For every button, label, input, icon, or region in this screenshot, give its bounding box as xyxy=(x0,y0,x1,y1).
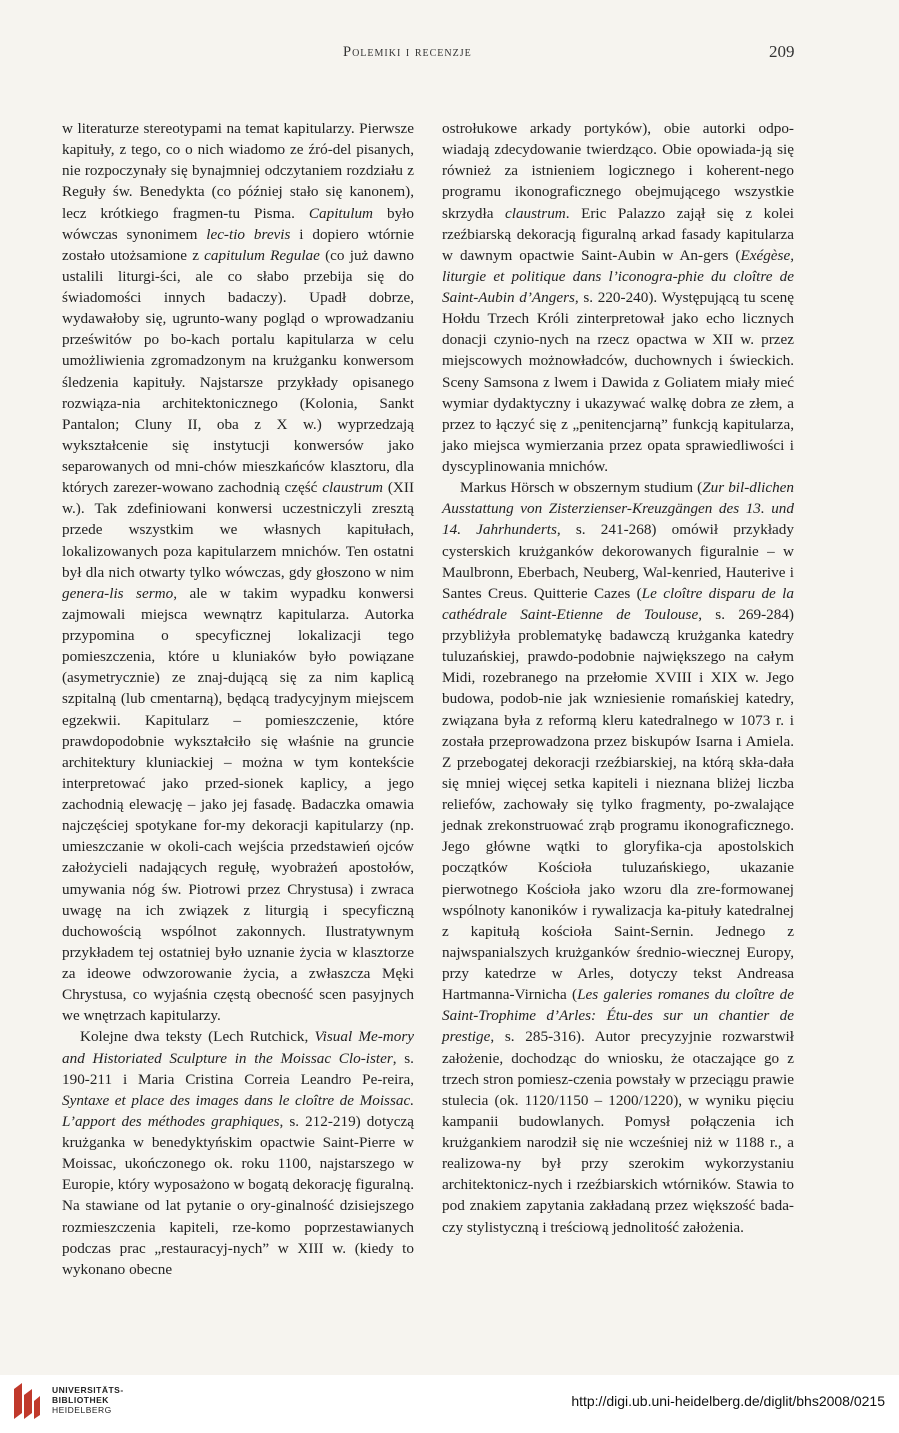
library-name-line1: UNIVERSITÄTS- xyxy=(52,1385,124,1395)
footer-bar xyxy=(0,1375,899,1433)
library-name-line2: BIBLIOTHEK xyxy=(52,1395,109,1405)
paragraph: Kolejne dwa teksty (Lech Rutchick, Visual Me-mory and Historiated Sculpture in the Moissac Clo-ister, s. 190-211 i Maria Cristina Correia Leandro Pe-reira, Syntaxe et place des images dans le cloître de Moissac. L’apport des méthodes graphiques, s. 212-219) dotyczą krużganka w benedyktyńskim opactwie Saint-Pierre w Moissac, ukończonego ok. roku 1100, najstarszego w Europie, który wyposażono w bogatą dekorację figuralną. Na stawiane od lat pytanie o ory-ginalność dzisiejszego rozmieszczenia kapiteli, rze-komo poprzestawianych podczas prac „restauracyj-nych” w XIII w. (kiedy to wykonano obecne xyxy=(62,1028,414,1278)
running-head: Polemiki i recenzje xyxy=(343,44,472,60)
right-column xyxy=(442,118,794,1238)
library-name xyxy=(52,1385,124,1415)
source-url-link[interactable]: http://digi.ub.uni-heidelberg.de/diglit/bhs2008/0215 xyxy=(571,1393,885,1409)
paragraph: w literaturze stereotypami na temat kapitularzy. Pierwsze kapituły, z tego, co o nich wiadomo ze źró-del pisanych, nie rozpoczynały się bynajmniej odczytaniem rozdziału z Reguły św. Benedykta (co później stało się kanonem), lecz krótkiego fragmen-tu Pisma. Capitulum było wówczas synonimem lec-tio brevis i dopiero wtórnie zostało utożsamione z capitulum Regulae (co już dawno ustalili liturgi-ści, ale co słabo przebija się do świadomości innych badaczy). Upadł dobrze, wydawałoby się, ugrunto-wany pogląd o wprowadzaniu prześwitów po bo-kach portalu kapitularza w celu umożliwienia zgromadzonym na krużganku konwersom śledzenia kapituły. Najstarsze przykłady opisanego rozwiąza-nia architektonicznego (Kolonia, Sankt Pantalon; Cluny II, oba z X w.) wyprzedzają wykształcenie się instytucji konwersów jako separowanych od mni-chów mieszkańców klasztoru, dla których zarezer-wowano zachodnią część claustrum (XII w.). Tak zdefiniowani konwersi uczestniczyli zresztą przede wszystkim we własnych kapitułach, lokalizowanych poza kapitularzem mnichów. Ten ostatni był dla nich otwarty tylko wówczas, gdy głoszono w nim genera-lis sermo, ale w takim wypadku konwersi zajmowali miejsca wewnątrz kapitularza. Autorka przypomina o specyficznej lokalizacji tego pomieszczenia, które u kluniaków było powiązane (asymetrycznie) ze znaj-dującą się za nim kaplicą szpitalną (lub cmentarną), będącą tradycyjnym miejscem egzekwii. Kapitularz – pomieszczenie, które prawdopodobnie wykształciło się właśnie na gruncie architektury kluniackiej – można w tym kontekście interpretować jako przed-sionek kaplicy, a jego zachodnią elewację – jako jej fasadę. Badaczka omawia najczęściej spotykane for-my dekoracji kapitularzy (np. umieszczanie w okoli-cach wejścia przedstawień ojców założycieli nadających regułę, wyobrażeń apostołów, umywania nóg św. Piotrowi przez Chrystusa) i zwraca uwagę na ich związek z liturgią i specyficzną duchowością wspólnot zakonnych. Ilustratywnym przykładem tej ostatniej było uznanie życia w klasztorze za ideowe odwzorowanie życia, a zwłaszcza Męki Chrystusa, co wyjaśnia częstą obecność scen pasyjnych we wnętrzach kapitularzy. xyxy=(62,120,415,1025)
left-column xyxy=(62,118,414,1280)
paragraph: Markus Hörsch w obszernym studium (Zur bil-dlichen Ausstattung von Zisterzienser-Kreuzgängen des 13. und 14. Jahrhunderts, s. 241-268) omówił przykłady cysterskich krużganków dekorowanych figuralnie – w Maulbronn, Eberbach, Neuberg, Wal-kenried, Hauterive i Santes Creus. Quitterie Cazes (Le cloître disparu de la cathédrale Saint-Etienne de Toulouse, s. 269-284) przybliżyła problematykę badawczą krużganka katedry tuluzańskiej, prawdo-podobnie największego na całym Midi, rozebranego na przełomie XVIII i XIX w. Jego budowa, podob-nie jak wzniesienie romańskiej katedry, związana była z reformą kleru katedralnego w 1073 r. i została przeprowadzona przez biskupów Isarna i Amiela. Z przebogatej dekoracji rzeźbiarskiej, na którą skła-dała się mniej więcej setka kapiteli i nieznana bliżej liczba reliefów, zachowały się tylko fragmenty, po-zwalające jednak zrekonstruować zrąb programu ikonograficznego. Jego główne wątki to gloryfika-cja apostolskich początków Kościoła tuluzańskiego, ukazanie pierwotnego Kościoła jako wzoru dla zre-formowanej wspólnoty kanoników i rywalizacja ka-pituły katedralnej z kapitułą kościoła Saint-Sernin. Jednego z najwspanialszych krużganków średnio-wiecznej Europy, przy katedrze w Arles, dotyczy tekst Andreasa Hartmanna-Virnicha (Les galeries romanes du cloître de Saint-Trophime d’Arles: Étu-des sur un chantier de prestige, s. 285-316). Autor precyzyjnie rozwarstwił założenie, dochodząc do wniosku, że otaczające go z trzech stron pomiesz-czenia powstały w przeciągu prawie stulecia (ok. 1120/1150 – 1200/1220), w wyniku pięciu kampanii budowlanych. Pomysł połączenia ich krużgankiem narodził się nie wcześniej niż w 1188 r., a realizowa-ny był przy szerokim wykorzystaniu architektonicz-nych i rzeźbiarskich wtórników. Stawia to pod znakiem zapytania zakładaną przez większość bada-czy stylistyczną i treściową jednolitość założenia. xyxy=(442,479,794,1236)
paragraph: ostrołukowe arkady portyków), obie autorki odpo-wiadają zdecydowanie twierdząco. Obie opowiada-ją się również za istnieniem logicznego i koherent-nego programu ikonograficznego obejmującego wszystkie skrzydła claustrum. Eric Palazzo zajął się z kolei rzeźbiarską dekoracją figuralną arkad fasady kapitularza w dawnym opactwie Saint-Aubin w An-gers (Exégèse, liturgie et politique dans l’iconogra-phie du cloître de Saint-Aubin d’Angers, s. 220-240). Występującą tu scenę Hołdu Trzech Króli zinterpretował jako echo licznych donacji czynio-nych na rzecz opactwa w XII w. przez miejscowych możnowładców, duchownych i świeckich. Sceny Samsona z lwem i Dawida z Goliatem miały mieć wymiar dydaktyczny i ukazywać walkę dobra ze złem, a przez to łączyć się z „penitencjarną” funkcją kapitularza, jako miejsca wymierzania przez opata sprawiedliwości i dyscyplinowania mnichów. xyxy=(442,120,795,475)
library-logo-icon xyxy=(12,1381,42,1421)
library-name-line3: HEIDELBERG xyxy=(52,1405,112,1415)
page-number: 209 xyxy=(769,42,795,61)
